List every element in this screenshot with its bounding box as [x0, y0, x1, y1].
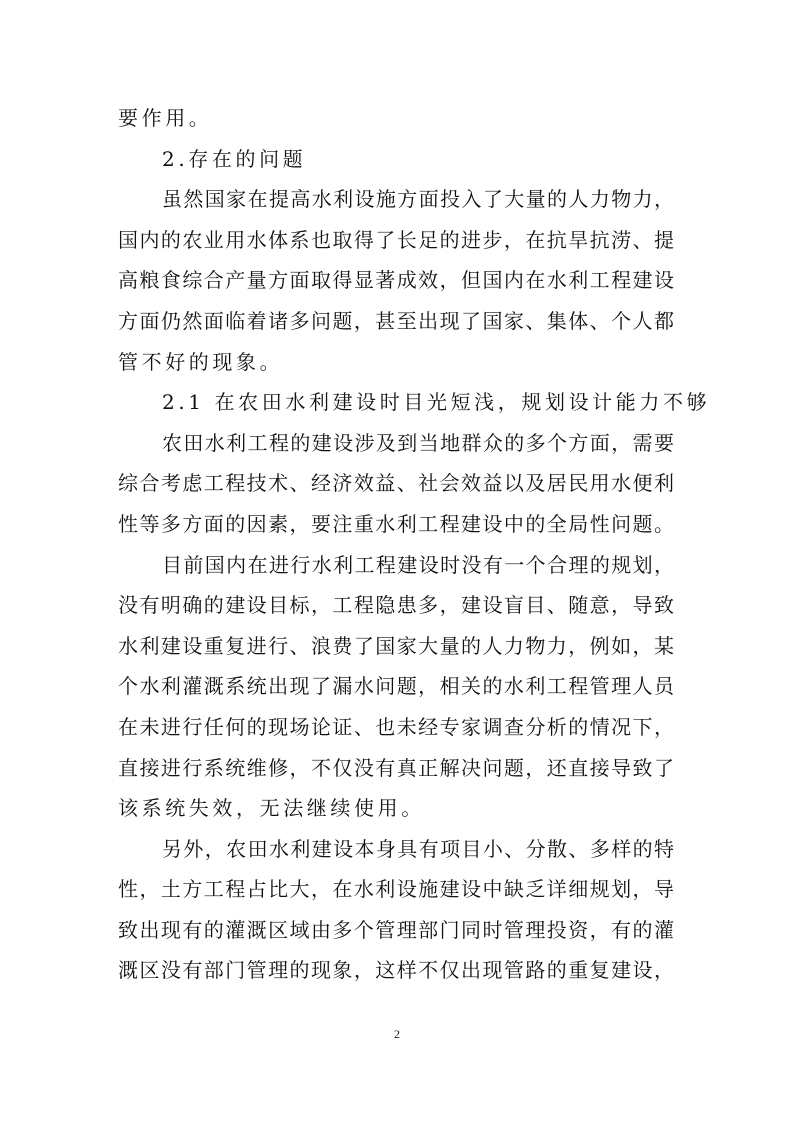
- section-heading-2: 2.存在的问题: [162, 146, 307, 171]
- text-line-22: 溉区没有部门管理的现象，这样不仅出现管路的重复建设，: [118, 958, 674, 983]
- text-line-17: 直接进行系统维修，不仅没有真正解决问题，还直接导致了: [118, 755, 674, 780]
- page-number: 2: [394, 1027, 400, 1041]
- section-heading-2-1: 2.1 在农田水利建设时目光短浅，规划设计能力不够: [162, 390, 711, 415]
- document-body: [118, 98, 711, 991]
- text-line-14: 水利建设重复进行、浪费了国家大量的人力物力，例如，某: [118, 633, 674, 658]
- text-line-19: 另外，农田水利建设本身具有项目小、分散、多样的特: [162, 836, 674, 861]
- text-line-10: 综合考虑工程技术、经济效益、社会效益以及居民用水便利: [118, 471, 674, 496]
- text-line-7: 管不好的现象。: [118, 349, 284, 374]
- text-line-13: 没有明确的建设目标，工程隐患多，建设盲目、随意，导致: [118, 593, 674, 618]
- text-line-12: 目前国内在进行水利工程建设时没有一个合理的规划，: [162, 552, 674, 577]
- text-line-4: 国内的农业用水体系也取得了长足的进步，在抗旱抗涝、提: [118, 227, 674, 252]
- text-line-16: 在未进行任何的现场论证、也未经专家调查分析的情况下，: [118, 714, 674, 739]
- text-line-15: 个水利灌溉系统出现了漏水问题，相关的水利工程管理人员: [118, 674, 674, 699]
- text-line-20: 性，土方工程占比大，在水利设施建设中缺乏详细规划，导: [118, 877, 674, 902]
- text-line-9: 农田水利工程的建设涉及到当地群众的多个方面，需要: [162, 430, 674, 455]
- text-line-11: 性等多方面的因素，要注重水利工程建设中的全局性问题。: [118, 511, 674, 536]
- text-line-6: 方面仍然面临着诸多问题，甚至出现了国家、集体、个人都: [118, 308, 674, 333]
- text-line-18: 该系统失效，无法继续使用。: [118, 796, 425, 821]
- text-line-1: 要作用。: [118, 106, 213, 130]
- text-line-3: 虽然国家在提高水利设施方面投入了大量的人力物力，: [162, 187, 674, 212]
- text-line-5: 高粮食综合产量方面取得显著成效，但国内在水利工程建设: [118, 268, 674, 293]
- text-line-21: 致出现有的灌溉区域由多个管理部门同时管理投资，有的灌: [118, 917, 674, 942]
